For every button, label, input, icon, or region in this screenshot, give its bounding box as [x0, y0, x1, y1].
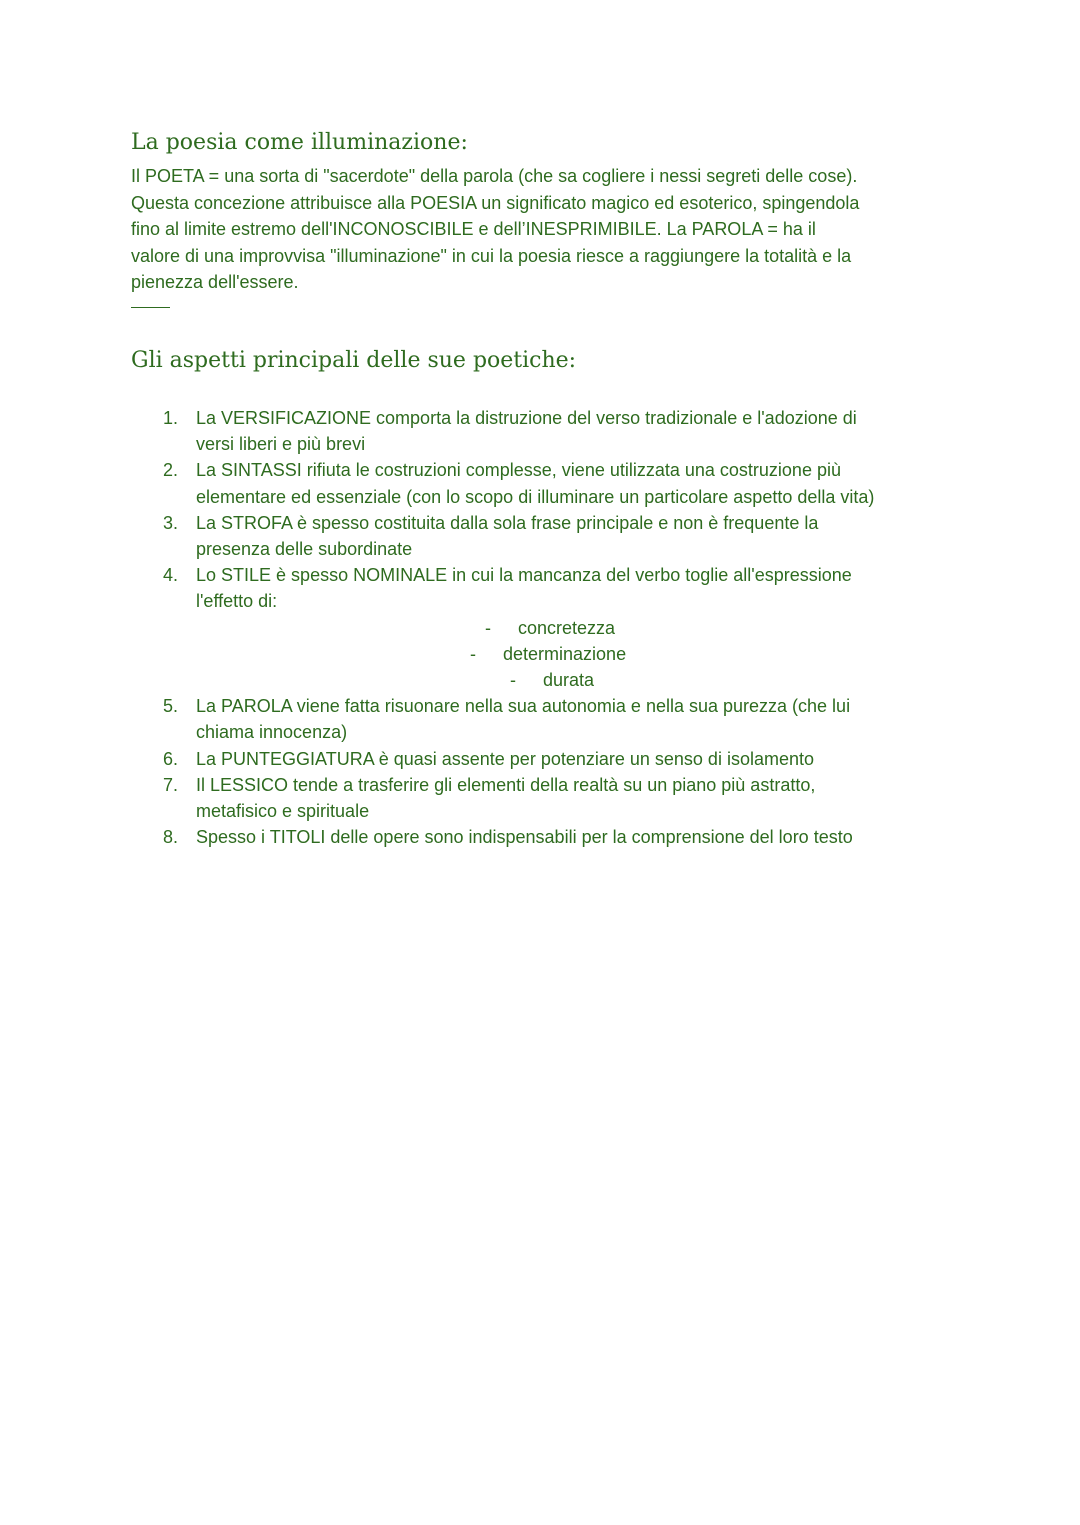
paragraph-line: Il POETA = una sorta di "sacerdote" della parola (che sa cogliere i nessi segreti delle cose). — [131, 166, 858, 186]
list-item-line: La PUNTEGGIATURA è quasi assente per potenziare un senso di isolamento — [196, 748, 814, 769]
list-item — [163, 824, 983, 850]
list-item — [163, 562, 983, 614]
bullet-dash: - — [510, 670, 516, 690]
section-title-illuminazione: La poesia come illuminazione: — [131, 130, 468, 155]
list-number: 4. — [163, 565, 179, 586]
sub-item — [163, 641, 983, 667]
sub-item — [163, 615, 983, 641]
list-item-line: La VERSIFICAZIONE comporta la distruzione del verso tradizionale e l'adozione di — [196, 408, 857, 428]
list-number: 8. — [163, 827, 179, 848]
sub-item — [163, 667, 983, 693]
sub-item-text: concretezza — [518, 617, 616, 638]
list-item-line: elementare ed essenziale (con lo scopo di illuminare un particolare aspetto della vita) — [196, 486, 875, 507]
bullet-dash: - — [485, 617, 491, 638]
paragraph-line: Questa concezione attribuisce alla POESIA un significato magico ed esoterico, spingendola — [131, 192, 860, 213]
list-item-line: La PAROLA viene fatta risuonare nella sua autonomia e nella sua purezza (che lui — [196, 696, 851, 717]
list-item — [163, 772, 983, 824]
sub-item-text: determinazione — [503, 643, 627, 664]
list-item-line: La STROFA è spesso costituita dalla sola frase principale e non è frequente la — [196, 512, 819, 533]
list-item-line: metafisico e spirituale — [196, 801, 370, 821]
list-item — [163, 457, 983, 509]
paragraph-line: valore di una improvvisa "illuminazione" in cui la poesia riesce a raggiungere la totalità e la — [131, 245, 852, 266]
list-item-line: presenza delle subordinate — [196, 539, 413, 560]
sub-item-text: durata — [543, 670, 595, 690]
list-item-line: Spesso i TITOLI delle opere sono indispensabili per la comprensione del loro testo — [196, 827, 853, 848]
list-item — [163, 405, 983, 457]
list-item-line: chiama innocenza) — [196, 722, 348, 743]
section-divider — [131, 307, 170, 308]
list-number: 6. — [163, 748, 179, 769]
list-number: 1. — [163, 408, 179, 428]
list-item — [163, 693, 983, 745]
list-item — [163, 746, 983, 772]
list-number: 3. — [163, 512, 179, 533]
list-item-line: Lo STILE è spesso NOMINALE in cui la mancanza del verbo toglie all'espressione — [196, 565, 852, 586]
list-number: 5. — [163, 696, 179, 717]
list-item-line: l'effetto di: — [196, 591, 278, 612]
list-number: 7. — [163, 774, 179, 795]
list-item — [163, 510, 983, 562]
list-item-line: Il LESSICO tende a trasferire gli elementi della realtà su un piano più astratto, — [196, 774, 816, 795]
aspects-list — [163, 405, 983, 850]
section-title-aspetti: Gli aspetti principali delle sue poetiche: — [131, 348, 577, 373]
list-item-line: versi liberi e più brevi — [196, 434, 366, 455]
paragraph-line: pienezza dell'essere. — [131, 272, 299, 292]
bullet-dash: - — [470, 643, 476, 664]
paragraph-line: fino al limite estremo dell'INCONOSCIBILE e dell’INESPRIMIBILE. La PAROLA = ha il — [131, 219, 816, 239]
list-item-line: La SINTASSI rifiuta le costruzioni complesse, viene utilizzata una costruzione più — [196, 460, 841, 481]
list-number: 2. — [163, 460, 179, 481]
paragraph-illuminazione — [131, 163, 961, 296]
